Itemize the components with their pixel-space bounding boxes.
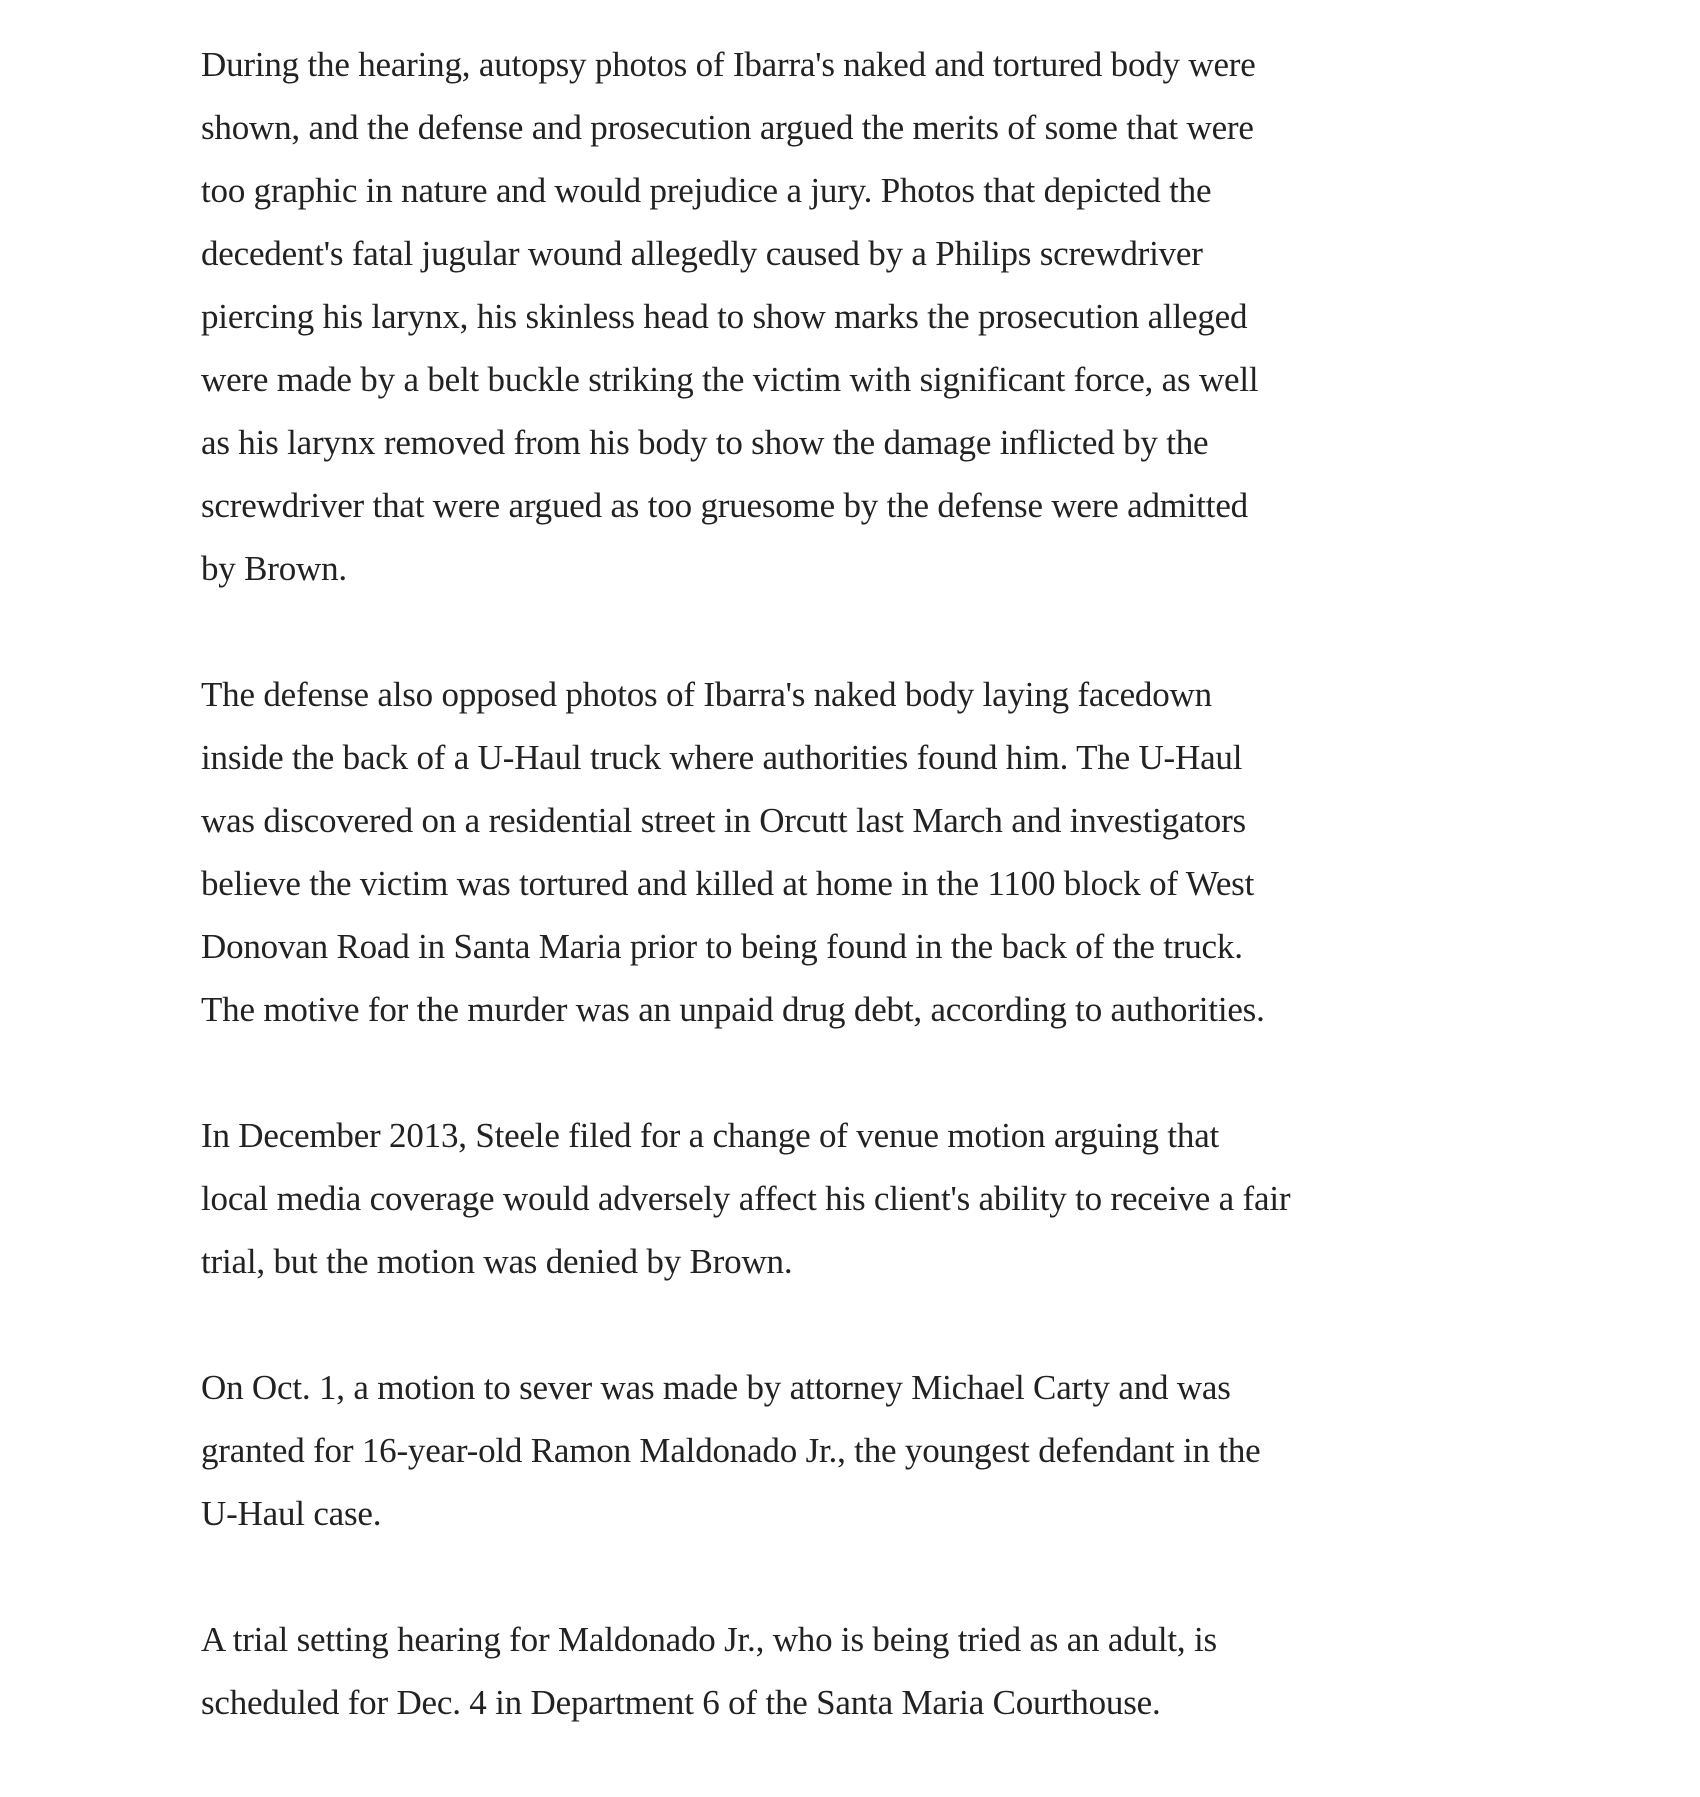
text-line: inside the back of a U-Haul truck where authorities found him. The U-Haul <box>201 738 1243 777</box>
article-body <box>201 33 1521 1797</box>
paragraph-change-of-venue <box>201 1104 1521 1293</box>
text-line: During the hearing, autopsy photos of Ibarra's naked and tortured body were <box>201 45 1256 84</box>
text-line: screwdriver that were argued as too gruesome by the defense were admitted <box>201 486 1248 525</box>
paragraph-uhaul-discovery <box>201 663 1521 1041</box>
text-line: by Brown. <box>201 549 347 588</box>
text-line: In December 2013, Steele filed for a change of venue motion arguing that <box>201 1116 1220 1155</box>
paragraph-autopsy-photos <box>201 33 1521 600</box>
text-line: The motive for the murder was an unpaid drug debt, according to authorities. <box>201 990 1265 1029</box>
text-line: granted for 16-year-old Ramon Maldonado Jr., the youngest defendant in the <box>201 1431 1261 1470</box>
text-line: trial, but the motion was denied by Brown. <box>201 1242 793 1281</box>
text-line: decedent's fatal jugular wound allegedly caused by a Philips screwdriver <box>201 234 1203 273</box>
text-line: scheduled for Dec. 4 in Department 6 of the Santa Maria Courthouse. <box>201 1683 1161 1722</box>
text-line: believe the victim was tortured and killed at home in the 1100 block of West <box>201 864 1255 903</box>
text-line: as his larynx removed from his body to show the damage inflicted by the <box>201 423 1209 462</box>
text-line: Donovan Road in Santa Maria prior to being found in the back of the truck. <box>201 927 1243 966</box>
paragraph-trial-setting <box>201 1608 1521 1734</box>
text-line: local media coverage would adversely affect his client's ability to receive a fair <box>201 1179 1291 1218</box>
text-line: shown, and the defense and prosecution argued the merits of some that were <box>201 108 1254 147</box>
text-line: On Oct. 1, a motion to sever was made by attorney Michael Carty and was <box>201 1368 1231 1407</box>
text-line: were made by a belt buckle striking the victim with significant force, as well <box>201 360 1259 399</box>
text-line: The defense also opposed photos of Ibarra's naked body laying facedown <box>201 675 1212 714</box>
paragraph-motion-to-sever <box>201 1356 1521 1545</box>
text-line: was discovered on a residential street in Orcutt last March and investigators <box>201 801 1246 840</box>
text-line: U-Haul case. <box>201 1494 382 1533</box>
text-line: too graphic in nature and would prejudice a jury. Photos that depicted the <box>201 171 1212 210</box>
text-line: A trial setting hearing for Maldonado Jr., who is being tried as an adult, is <box>201 1620 1217 1659</box>
text-line: piercing his larynx, his skinless head to show marks the prosecution alleged <box>201 297 1248 336</box>
